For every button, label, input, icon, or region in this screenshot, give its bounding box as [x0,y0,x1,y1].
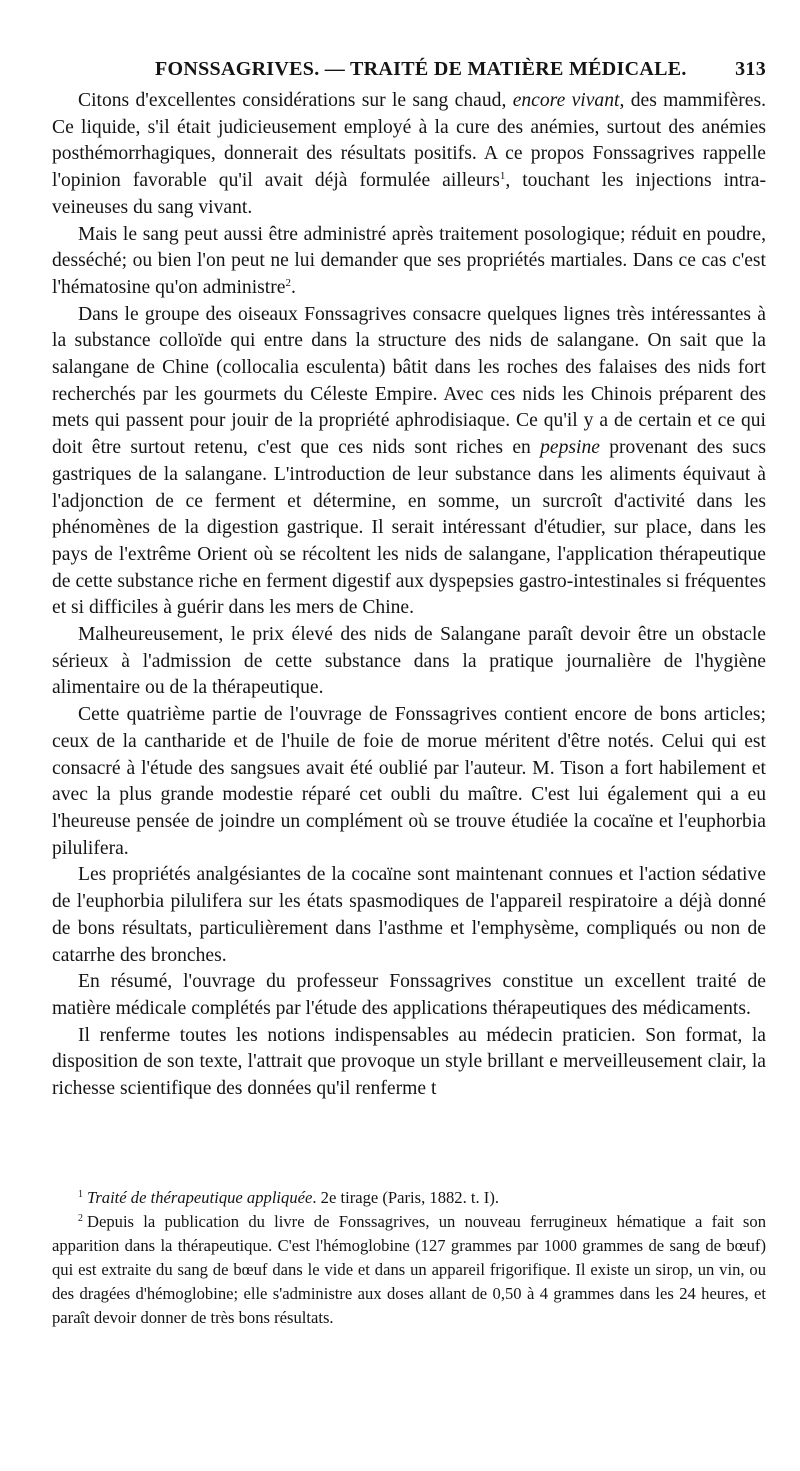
paragraph-1-text-c: , touchant les injections intra-veineuses du sang vivant. [52,170,767,218]
footnote-1 [52,1186,766,1210]
paragraph-2-text-a: Mais le sang peut aussi être administré après traitement posologique; réduit en poudre, desséché; ou bien l'on peut ne lui demander que ses propriétés martiales. Dans ce cas c'est l'hématosine qu'on administre [52,223,766,298]
footnote-1-text: . 2e tirage (Paris, 1882. t. I). [312,1188,500,1207]
paragraph-3-text-a: Dans le groupe des oiseaux Fonssagrives consacre quelques lignes très intéressantes à la substance colloïde qui entre dans la structure des nids de salangane. On sait que la salangane de Chine (collocalia esculenta) bâtit dans les roches des falaises des nids fort recherchés par les gourmets du Céleste Empire. Avec ces nids les Chinois préparent des mets qui passent pour jouir de la propriété aphrodisiaque. Ce qu'il y a de certain et ce qui doit être surtout retenu, c'est que ces nids sont riches en [52,303,766,459]
paragraph-7: En résumé, l'ouvrage du professeur Fonssagrives constitue un excellent traité de matière médicale complétés par l'étude des applications thérapeutiques des médicaments. [52,971,766,1019]
running-title: FONSSAGRIVES. — TRAITÉ DE MATIÈRE MÉDICALE. [155,58,687,80]
paragraph-4: Malheureusement, le prix élevé des nids de Salangane paraît devoir être un obstacle sérieux à l'admission de cette substance dans la pratique journalière de l'hygiène alimentaire ou de la thérapeutique. [52,624,766,699]
footnote-1-number: 1 [78,1189,83,1200]
paragraph-2-text-b: . [290,276,296,298]
footnote-2-number: 2 [78,1213,83,1224]
footnote-ref-1: 1 [499,170,506,183]
page-number: 313 [735,58,766,80]
paragraph-1-text-a: Citons d'excellentes considérations sur le sang chaud, [78,90,513,111]
paragraph-6: Les propriétés analgésiantes de la cocaïne sont maintenant connues et l'action sédative de l'euphorbia pilulifera sur les états spasmodiques de l'appareil respiratoire a déjà donné de bons résultats, particulièrement dans l'asthme et l'emphysème, compliqués ou non de catarrhe des bronches. [52,864,766,966]
running-header [155,58,766,88]
paragraph-2 [52,222,766,302]
paragraph-3 [52,302,766,622]
body-text [52,88,766,1103]
paragraph-3-text-b: provenant des sucs gastriques de la salangane. L'introduction de leur substance dans les aliments équivaut à l'adjonction de ce ferment et détermine, en somme, un surcroît d'activité dans les phénomènes de la digestion gastrique. Il serait intéressant d'étudier, sur place, dans les pays de l'extrême Orient où se récoltent les nids de salangane, l'application thérapeutique de cette substance riche en ferment digestif aux dyspepsies gastro-intestinales si fréquentes et si difficiles à guérir dans les mers de Chine. [52,437,766,619]
paragraph-5: Cette quatrième partie de l'ouvrage de Fonssagrives contient encore de bons articles; ceux de la cantharide et de l'huile de foie de morue méritent d'être notés. Celui qui est consacré à l'étude des sangsues avait été oublié par l'auteur. M. Tison a fort habilement et avec la plus grande modestie réparé cet oubli du maître. C'est lui également qui a eu l'heureuse pensée de joindre un complément où se trouve étudiée la cocaïne et l'euphorbia pilulifera. [52,704,766,859]
paragraph-1 [52,88,766,222]
footnote-ref-2: 2 [285,276,291,289]
paragraph-1-text-b: , des mammifères. Ce liquide, s'il était judicieusement employé à la cure des anémies, surtout des anémies posthémorrhagiques, donnerait des résultats positifs. A ce propos Fonssagrives rappelle l'opinion favorable qu'il avait déjà formulée ailleurs [52,90,766,192]
footnote-2-text: Depuis la publication du livre de Fonssagrives, un nouveau ferrugineux hématique a fait son apparition dans la thérapeutique. C'est l'hémoglobine (127 grammes par 1000 grammes de sang de bœuf) qui est extraite du sang de bœuf dans le vide et dans un appareil frigorifique. Il existe un sirop, un vin, ou des dragées d'hémoglobine; elle s'administre aux doses allant de 0,50 à 4 grammes dans les 24 heures, et paraît devoir donner de très bons résultats. [52,1212,766,1327]
footnote-1-title: Traité de thérapeutique appliquée [87,1188,313,1207]
paragraph-1-emphasis: encore vivant [512,90,620,111]
paragraph-3-emphasis: pepsine [540,437,600,459]
paragraph-8: Il renferme toutes les notions indispensables au médecin praticien. Son format, la disposition de son texte, l'attrait que provoque un style brillant e merveilleusement clair, la richesse scientifique des données qu'il renferme t [52,1024,766,1100]
footnote-2 [52,1210,766,1330]
footnotes [52,1186,766,1330]
